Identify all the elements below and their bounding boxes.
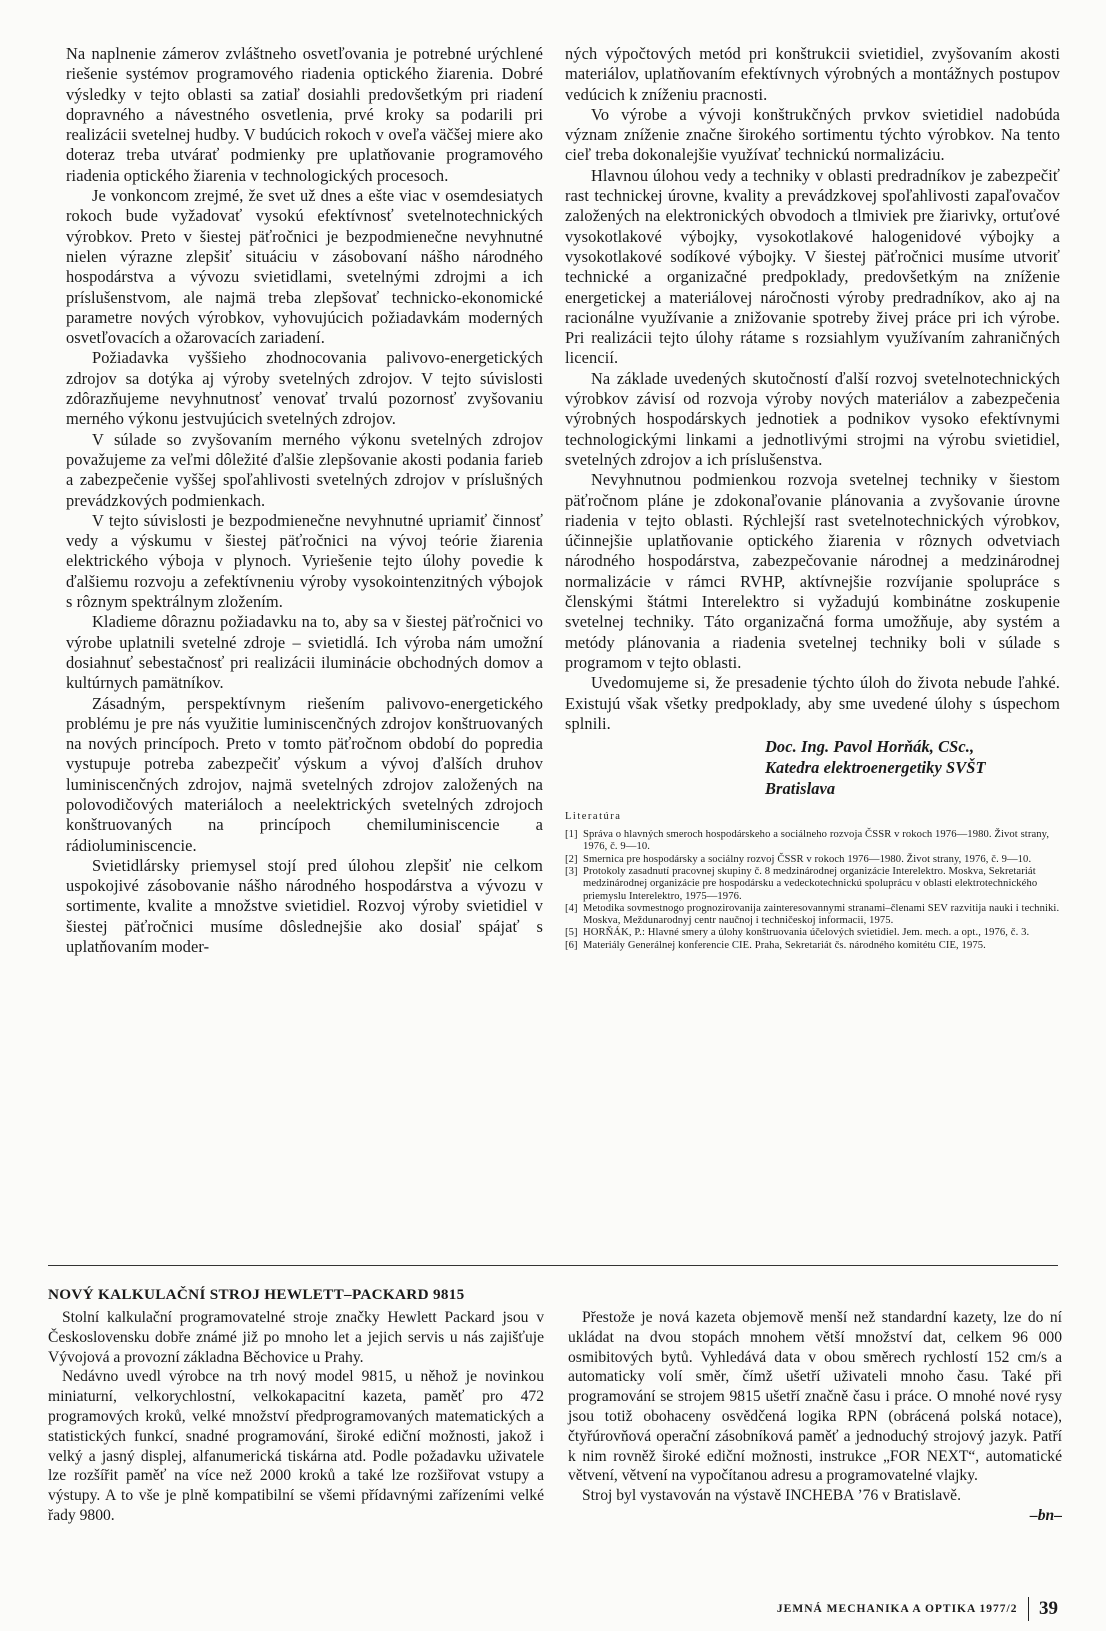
paragraph: Hlavnou úlohou vedy a techniky v oblasti predradníkov je zabezpečiť rast technickej úrovne, kvality a prevádzkovej spoľahlivosti zapaľovačov založených na elektronických obvodoch a tlmiviek pre žiarivky, ortuťové vysokotlakové výbojky, vysokotlakové halogenidové výbojky a vysokotlakové sodíkové výbojky. V šiestej päťročnici musíme utvoriť technické a organizačné predpoklady, predovšetkým na zníženie energetickej a materiálovej náročnosti výroby predradníkov, ako aj na racionálne využívanie a znižovanie spotreby živej práce pri ich výrobe. Pri realizácii tejto úlohy rátame s rozsiahlym využívaním zahraničných licencií. [565, 165, 1060, 368]
footer-separator [1028, 1597, 1030, 1621]
author-signature [765, 736, 1060, 799]
article1-left-column [66, 44, 543, 957]
article2-left-column [48, 1308, 544, 1526]
author-department: Katedra elektroenergetiky SVŠT [765, 758, 986, 778]
article2-title: NOVÝ KALKULAČNÍ STROJ HEWLETT–PACKARD 9815 [48, 1286, 465, 1303]
reference-number: [5] [565, 927, 578, 939]
paragraph: ných výpočtových metód pri konštrukcii svietidiel, zvyšovaním akosti materiálov, uplatňovaním efektívnych výrobných a montážnych postupov vedúcich k zníženiu pracnosti. [565, 44, 1060, 104]
reference-item [565, 927, 1060, 939]
section-divider [48, 1265, 1058, 1266]
reference-text: Smernica pre hospodársky a sociálny rozvoj ČSSR v rokoch 1976—1980. Život strany, 1976, č. 9—10. [583, 853, 1032, 865]
journal-name: JEMNÁ MECHANIKA A OPTIKA 1977/2 [776, 1603, 1018, 1615]
paragraph: Je vonkoncom zrejmé, že svet už dnes a ešte viac v osemdesiatych rokoch bude vyžadovať vysokú efektívnosť svetelnotechnických výrobkov. Preto v šiestej päťročnici je bezpodmienečne nevyhnutné nielen výrazne zlepšiť situáciu v zásobovaní nášho národného hospodárstva a vývozu svietidlami, svetelnými zdrojmi a ich príslušenstvom, ale najmä treba zlepšovať technicko-ekonomické parametre nových výrobkov, vyhovujúcich požiadavkám moderných osvetľovacích a ožarovacích zariadení. [66, 186, 543, 348]
references-list [565, 829, 1060, 952]
reference-number: [6] [565, 939, 578, 951]
paragraph: Vo výrobe a vývoji konštrukčných prvkov svietidiel nadobúda význam zníženie značne širokého sortimentu týchto výrobkov. Na tento cieľ treba dokonalejšie využívať technickú normalizáciu. [565, 104, 1060, 165]
paragraph: Na naplnenie zámerov zvláštneho osvetľovania je potrebné urýchlené riešenie systémov programového riadenia optického žiarenia. Dobré výsledky v tejto oblasti sa zatiaľ dosiahli predovšetkým pri riadení dopravného a návestného osvetlenia, prvé kroky sa podarili pri realizácii svetelnej hudby. V budúcich rokoch v oveľa väčšej miere ako doteraz treba utvárať podmienky pre uplatňovanie programového riadenia optického žiarenia v technologických procesoch. [66, 44, 543, 185]
article2-right-column [568, 1308, 1062, 1526]
reference-text: Metodika sovmestnogo prognozirovanija zainteresovannymi stranami–členami SEV razvitija nauki i techniki. Moskva, Meždunarodnyj centr naučnoj i techničeskoj informacii, 1975. [583, 902, 1060, 927]
reference-item [565, 866, 1060, 903]
page-number: 39 [1039, 1598, 1058, 1619]
author-name: Doc. Ing. Pavol Horňák, CSc., [765, 737, 975, 757]
reference-number: [3] [565, 865, 578, 877]
reference-number: [1] [565, 829, 578, 841]
reference-item [565, 940, 1060, 952]
reference-text: Materiály Generálnej konferencie CIE. Praha, Sekretariát čs. národného komitétu CIE, 1975. [583, 939, 986, 951]
paragraph: V súlade so zvyšovaním merného výkonu svetelných zdrojov považujeme za veľmi dôležité ďalšie zlepšovanie akosti podania farieb a zabezpečenie vyššej spoľahlivosti svetelných zdrojov v príslušných prevádzkových podmienkach. [66, 429, 543, 510]
article1-right-column [565, 44, 1060, 952]
paragraph: Nevyhnutnou podmienkou rozvoja svetelnej techniky v šiestom päťročnom pláne je zdokonaľovanie plánovania a zvyšovanie úrovne riadenia v tejto oblasti. Rýchlejší rast svetelnotechnických výrobkov, účinnejšie uplatňovanie optického žiarenia v rôznych odvetviach národného hospodárstva, zabezpečovanie národnej a medzinárodnej normalizácie v rámci RVHP, aktívnejšie rozvíjanie spolupráce s členskými štátmi Interelektro si vyžadujú kombinátne zoskupenie svetelnej techniky. Táto organizačná forma umožňuje, aby systém a metódy plánovania a riadenia svetelnej techniky boli v súlade s programom v tejto oblasti. [565, 470, 1060, 672]
reference-item [565, 903, 1060, 928]
paragraph: Nedávno uvedl výrobce na trh nový model 9815, u něhož je novinkou miniaturní, velkorychlostní, velkokapacitní kazeta, paměť pro 472 programových kroků, velké množství předprogramovaných matematických a statistických funkcí, snadné programování, široké ediční možnosti, jakož i velký a jasný displej, alfanumerická tiskárna atd. Podle požadavku uživatele lze rozšířit paměť na více než 2000 kroků a také lze rozšiřovat vstupy a výstupy. A to vše je plně kompatibilní se všemi přídavnými zařízeními velké řady 9800. [48, 1368, 544, 1524]
reference-item [565, 829, 1060, 854]
reference-text: Protokoly zasadnutí pracovnej skupiny č. 8 medzinárodnej organizácie Interelektro. Moskva, Sekretariát medzinárodnej organizácie pre hospodársku a vedeckotechnickú spoluprácu v oblasti elektrotechnického priemyslu Interelektro, 1975—1976. [583, 865, 1038, 902]
paragraph: Stolní kalkulační programovatelné stroje značky Hewlett Packard jsou v Československu dobře známé již po mnoho let a jejich servis u nás zajišťuje Vývojová a provozní základna Běchovice u Prahy. [48, 1309, 544, 1366]
byline: –bn– [1029, 1506, 1062, 1524]
reference-item [565, 854, 1060, 866]
reference-text: HORŇÁK, P.: Hlavné smery a úlohy konštruovania účelových svietidiel. Jem. mech. a opt., 1976, č. 3. [583, 927, 1030, 939]
page-footer [777, 1597, 1058, 1621]
paragraph: Stroj byl vystavován na výstavě INCHEBA ’76 v Bratislavě. [582, 1487, 961, 1505]
paragraph: Přestože je nová kazeta objemově menší než standardní kazety, lze do ní ukládat na dvou stopách mnohem větší množství dat, celkem 96 000 osmibitových bytů. Vyhledává data v obou směrech rychlostí 152 cm/s a automaticky volí směr, čímž ušetří uživateli mnoho času. Také při programování se strojem 9815 ušetří značně času i práce. O mnohé nové rysy jsou totiž obohaceny osvědčená logika RPN (obrácená polská notace), čtyřúrovňová operační zásobníková paměť a jednoduchý strojový jazyk. Patří k nim rovněž široké ediční možnosti, instrukce „FOR NEXT“, automatické větvení, větvení na vypočítanou adresu a programovatelné vlajky. [568, 1309, 1062, 1485]
reference-number: [4] [565, 902, 578, 914]
paragraph: Uvedomujeme si, že presadenie týchto úloh do života nebude ľahké. Existujú však všetky predpoklady, aby sme uvedené úlohy s úspechom splnili. [565, 673, 1060, 733]
paragraph: Kladieme dôraznu požiadavku na to, aby sa v šiestej päťročnici vo výrobe uplatnili svetelné zdroje – svietidlá. Ich výroba nám umožní dosiahnuť sebestačnosť pri realizácii iluminácie obchodných domov a kultúrnych pamätníkov. [66, 612, 543, 693]
author-city: Bratislava [765, 779, 836, 799]
reference-text: Správa o hlavných smeroch hospodárskeho a sociálneho rozvoja ČSSR v rokoch 1976—1980. Život strany, 1976, č. 9—10. [583, 829, 1050, 853]
literature-heading: Literatúra [565, 811, 622, 823]
paragraph: V tejto súvislosti je bezpodmienečne nevyhnutné upriamiť činnosť vedy a výskumu v šiestej päťročnici na vývoj teórie žiarenia elektrického výboja v plynoch. Vyriešenie tejto úlohy povedie k ďalšiemu rozvoju a zefektívneniu výroby vysokointenzitných výbojok s rôznym spektrálnym zložením. [66, 510, 543, 612]
reference-number: [2] [565, 853, 578, 865]
paragraph: Požiadavka vyššieho zhodnocovania palivovo-energetických zdrojov sa dotýka aj výroby svetelných zdrojov. V tejto súvislosti zdôrazňujeme nevyhnutnosť venovať trvalú pozornosť zvyšovaniu merného výkonu jestvujúcich svetelných zdrojov. [66, 348, 543, 429]
paragraph: Zásadným, perspektívnym riešením palivovo-energetického problému je pre nás využitie luminiscenčných zdrojov konštruovaných na nových princípoch. Preto v tomto päťročnom období do popredia vystupuje potreba zabezpečiť výskum a vývoj ďalších druhov luminiscenčných zdrojov, najmä svetelných zdrojov založených na polovodičových materiáloch a neelektrických svetelných zdrojoch konštruovaných na princípoch chemiluminiscencie a rádioluminiscencie. [66, 693, 543, 855]
paragraph: Na základe uvedených skutočností ďalší rozvoj svetelnotechnických výrobkov závisí od rozvoja výroby nových materiálov a zabezpečenia výrobných hospodárskych jednotiek a podnikov vysoko efektívnymi technologickými linkami a jednotlivými strojmi na výrobu svietidiel, svetelných zdrojov a ich príslušenstva. [565, 368, 1060, 469]
paragraph: Svietidlársky priemysel stojí pred úlohou zlepšiť nie celkom uspokojivé zásobovanie nášho národného hospodárstva a vývozu v sortimente, kvalite a množstve svietidiel. Rozvoj výroby svietidiel v šiestej päťročnici musíme dôslednejšie ako dosiaľ spájať s uplatňovaním moder- [66, 855, 543, 957]
